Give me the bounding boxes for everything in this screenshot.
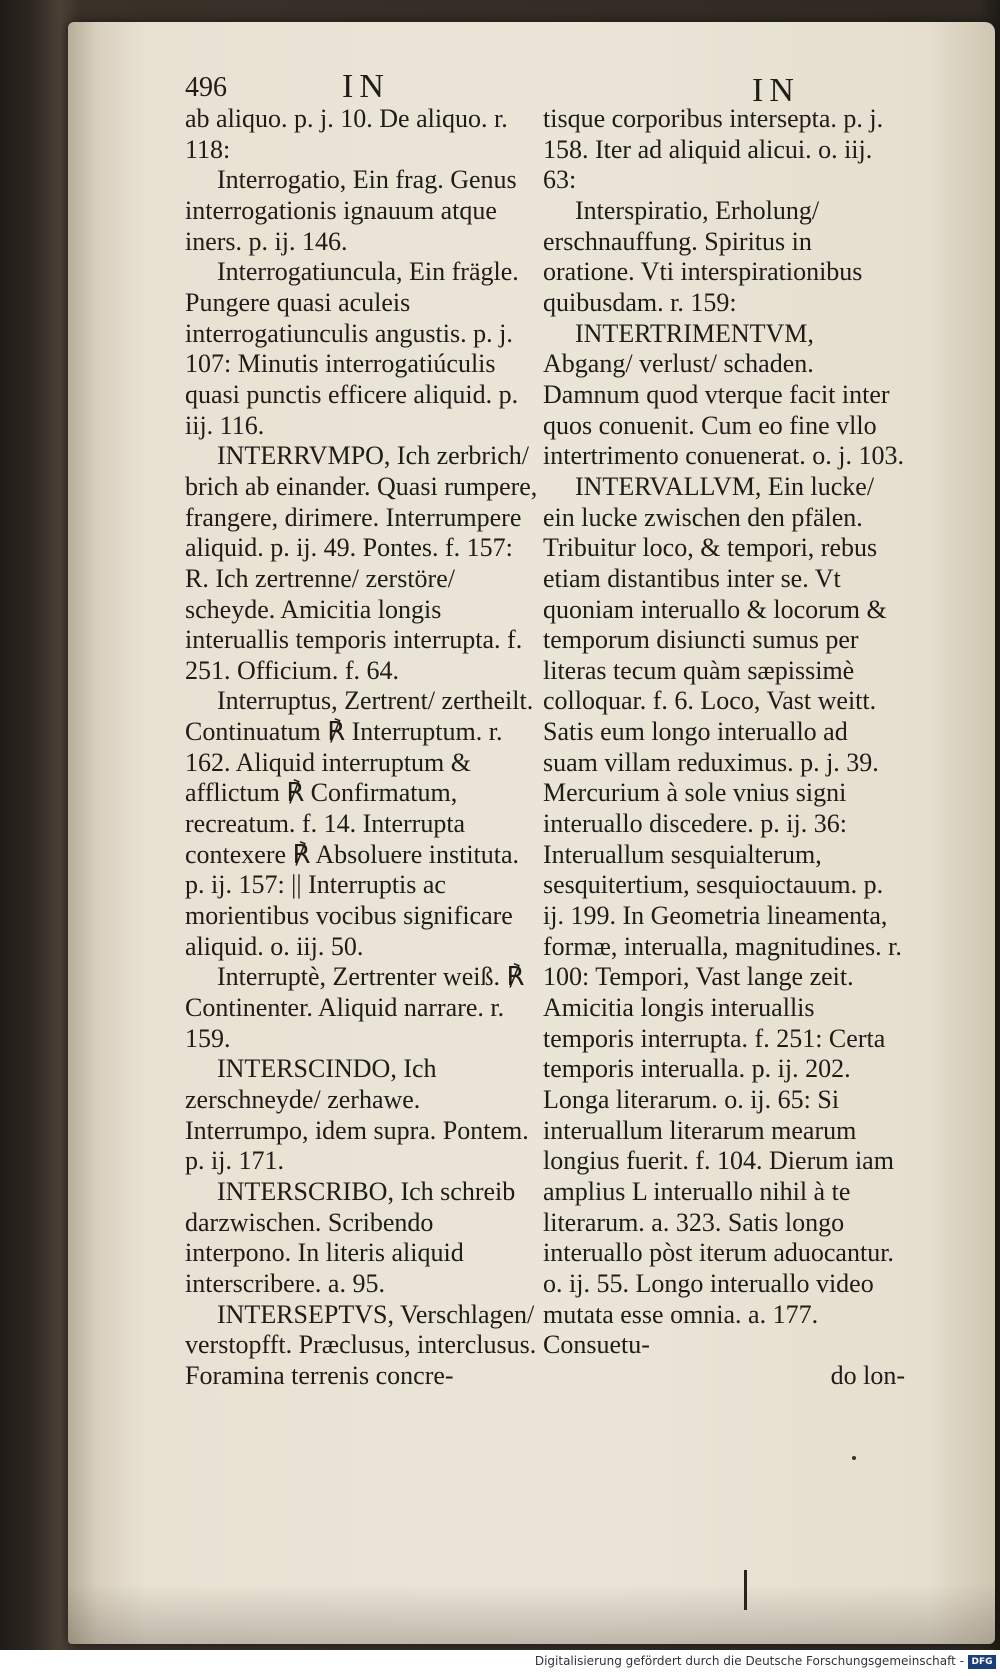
- right-running-head: IN: [752, 72, 800, 109]
- entry-paragraph: Interspiratio, Erholung/ erschnauffung. Spiritus in oratione. Vti interspirationibus quibusdam. r. 159:: [543, 195, 863, 317]
- paper-speck: [852, 1456, 856, 1460]
- page-number: 496: [185, 72, 227, 103]
- footer-bar: [0, 1650, 1000, 1676]
- entry-paragraph: Interrogatio, Ein frag. Genus interrogationis ignauum atque iners. p. ij. 146.: [185, 165, 517, 256]
- entry-paragraph: INTERSEPTVS, Verschlagen/ verstopfft. Præclusus, interclusus. Foramina terrenis concre-: [185, 1299, 537, 1390]
- left-text-column: [185, 104, 543, 1392]
- catchword: do lon-: [830, 1360, 905, 1390]
- entry-paragraph: Interrogatiuncula, Ein frägle. Pungere quasi aculeis interrogatiunculis angustis. p. j. 107: Minutis interrogatiúculis quasi punctis efficere aliquid. p. iij. 116.: [185, 257, 519, 440]
- right-text-column: [543, 104, 905, 1392]
- entry-paragraph: INTERSCRIBO, Ich schreib darzwischen. Scribendo interpono. In literis aliquid interscribere. a. 95.: [185, 1176, 516, 1298]
- entry-paragraph: INTERVALLVM, Ein lucke/ ein lucke zwischen den pfälen. Tribuitur loco, & tempori, rebus etiam distantibus inter se. Vt quoniam interuallo & locorum & temporum disiuncti sumus per literas tecum quàm sæpissimè colloquar. f. 6. Loco, Vast weitt. Satis eum longo interuallo ad suam villam reduximus. p. j. 39. Mercurium à sole vnius signi interuallo discedere. p. ij. 36: Interuallum sesquialterum, sesquitertium, sesquioctauum. p. ij. 199. In Geometria lineamenta, formæ, interualla, magnitudines. r. 100: Tempori, Vast lange zeit. Amicitia longis interuallis temporis interrupta. f. 251: Certa temporis interualla. p. ij. 202. Longa literarum. o. ij. 65: Si interuallum literarum mearum longius fuerit. f. 104. Dierum iam amplius L interuallo nihil à te literarum. a. 323. Satis longo interuallo pòst iterum aduocantur. o. ij. 55. Longo interuallo video mutata esse omnia. a. 177. Consuetu-: [543, 471, 902, 1360]
- entry-paragraph: INTERSCINDO, Ich zerschneyde/ zerhawe. Interrumpo, idem supra. Pontem. p. ij. 171.: [185, 1054, 529, 1176]
- dfg-logo: DFG: [968, 1655, 996, 1669]
- entry-paragraph: Interruptus, Zertrent/ zertheilt. Continuatum ℟ Interruptum. r. 162. Aliquid interruptum & afflictum ℟ Confirmatum, recreatum. f. 14. Interrupta contexere ℟ Absoluere instituta. p. ij. 157: || Interruptis ac morientibus vocibus significare aliquid. o. iij. 50.: [185, 686, 534, 961]
- entry-paragraph: INTERTRIMENTVM, Abgang/ verlust/ schaden. Damnum quod vterque facit inter quos conuenit. Cum eo fine vllo intertrimento conuenerat. o. j. 103.: [543, 318, 905, 471]
- entry-paragraph: ab aliquo. p. j. 10. De aliquo. r. 118:: [185, 104, 508, 164]
- entry-paragraph: tisque corporibus intersepta. p. j. 158. Iter ad aliquid alicui. o. iij. 63:: [543, 104, 884, 195]
- funding-credit: Digitalisierung gefördert durch die Deutsche Forschungsgemeinschaft -: [534, 1654, 964, 1668]
- entry-paragraph: INTERRVMPO, Ich zerbrich/ brich ab einander. Quasi rumpere, frangere, dirimere. Interrumpere aliquid. p. ij. 49. Pontes. f. 157: R. Ich zertrenne/ zerstöre/ scheyde. Amicitia longis interuallis temporis interrupta. f. 251. Officium. f. 64.: [185, 441, 538, 685]
- binding-mark: [744, 1570, 747, 1610]
- entry-paragraph: Interruptè, Zertrenter weiß. ℟ Continenter. Aliquid narrare. r. 159.: [185, 962, 525, 1053]
- left-running-head: IN: [342, 68, 390, 105]
